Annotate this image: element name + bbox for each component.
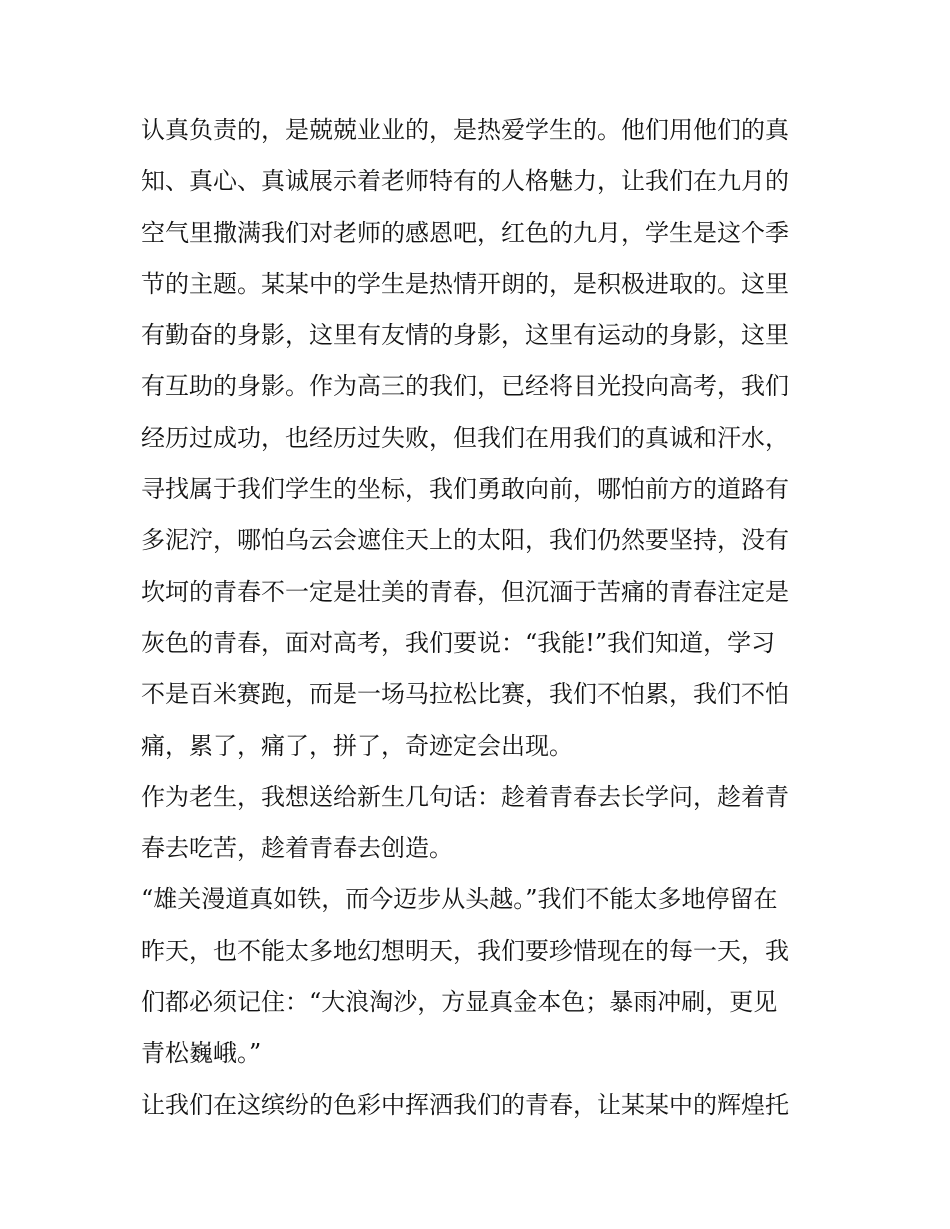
text-line: 空气里撒满我们对老师的感恩吧，红色的九月，学生是这个季 (141, 218, 789, 247)
text-line: 寻找属于我们学生的坐标，我们勇敢向前，哪怕前方的道路有 (141, 475, 789, 504)
text-line: 多泥泞，哪怕乌云会遮住天上的太阳，我们仍然要坚持，没有 (141, 526, 789, 555)
text-line: 作为老生，我想送给新生几句话：趁着青春去长学问，趁着青 (141, 782, 789, 811)
text-line: 痛，累了，痛了，拼了，奇迹定会出现。 (141, 731, 573, 760)
text-line: 坎坷的青春不一定是壮美的青春，但沉湎于苦痛的青春注定是 (141, 577, 789, 606)
text-line: 经历过成功，也经历过失败，但我们在用我们的真诚和汗水， (141, 423, 789, 452)
body-text (141, 105, 821, 1131)
text-line: 有勤奋的身影，这里有友情的身影，这里有运动的身影，这里 (141, 321, 789, 350)
text-line: 有互助的身影。作为高三的我们，已经将目光投向高考，我们 (141, 372, 789, 401)
text-line: 知、真心、真诚展示着老师特有的人格魅力，让我们在九月的 (141, 167, 789, 196)
text-line: 灰色的青春，面对高考，我们要说：“我能!”我们知道，学习 (141, 628, 776, 657)
text-line: 让我们在这缤纷的色彩中挥洒我们的青春，让某某中的辉煌托 (141, 1090, 789, 1119)
text-line: 昨天，也不能太多地幻想明天，我们要珍惜现在的每一天，我 (141, 936, 789, 965)
text-line: “雄关漫道真如铁，而今迈步从头越。”我们不能太多地停留在 (141, 885, 778, 914)
text-line: 春去吃苦，趁着青春去创造。 (141, 834, 453, 863)
text-line: 节的主题。某某中的学生是热情开朗的，是积极进取的。这里 (141, 269, 789, 298)
text-line: 青松巍峨。” (141, 1039, 262, 1068)
text-line: 不是百米赛跑，而是一场马拉松比赛，我们不怕累，我们不怕 (141, 680, 789, 709)
text-line: 们都必须记住：“大浪淘沙，方显真金本色；暴雨冲刷，更见 (141, 988, 778, 1017)
text-line: 认真负责的，是兢兢业业的，是热爱学生的。他们用他们的真 (141, 116, 789, 144)
